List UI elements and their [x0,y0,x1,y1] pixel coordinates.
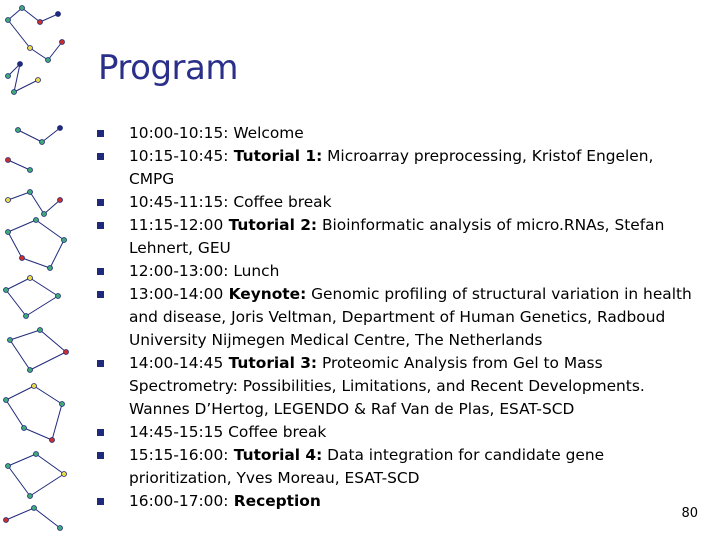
bullet-square-icon [97,452,104,459]
item-text: Proteomic Analysis from Gel to Mass Spectrometry: Possibilities, Limitations, and Recent Developments. Wannes D’Hertog, LEGENDO & Raf Van de Plas, ESAT-SCD [129,354,645,418]
program-list [95,122,695,513]
item-text: Coffee break [223,423,327,441]
item-text: Lunch [228,262,280,280]
item-time: 15:15-16:00: [129,446,229,464]
item-time: 14:45-15:15 [129,423,224,441]
bullet-square-icon [97,199,104,206]
item-time: 10:15-10:45: [129,147,229,165]
item-text: Welcome [228,124,304,142]
item-time: 11:15-12:00 [129,216,224,234]
page-number: 80 [681,506,698,521]
item-label: Tutorial 1: [228,147,323,165]
program-item [95,191,695,214]
item-time: 16:00-17:00: [129,492,229,510]
bullet-square-icon [97,130,104,137]
item-label: Tutorial 2: [223,216,318,234]
program-item [95,260,695,283]
program-item [95,122,695,145]
item-text: Microarray preprocessing, Kristof Engelen, CMPG [129,147,654,188]
bullet-square-icon [97,498,104,505]
item-text: Genomic profiling of structural variation in health and disease, Joris Veltman, Department of Human Genetics, Radboud University Nijmegen Medical Centre, The Netherlands [129,285,692,349]
slide-title: Program [98,48,238,88]
program-item [95,444,695,490]
item-time: 12:00-13:00: [129,262,229,280]
bullet-square-icon [97,268,104,275]
program-item [95,214,695,260]
item-time: 14:00-14:45 [129,354,224,372]
item-label: Reception [228,492,321,510]
item-time: 13:00-14:00 [129,285,224,303]
bullet-square-icon [97,153,104,160]
item-time: 10:00-10:15: [129,124,229,142]
item-label: Tutorial 3: [223,354,318,372]
bullet-square-icon [97,222,104,229]
item-text: Coffee break [228,193,332,211]
bullet-square-icon [97,291,104,298]
item-text: Data integration for candidate gene prioritization, Yves Moreau, ESAT-SCD [129,446,605,487]
item-text: Bioinformatic analysis of micro.RNAs, Stefan Lehnert, GEU [129,216,665,257]
bullet-square-icon [97,360,104,367]
item-label: Keynote: [223,285,307,303]
program-item [95,145,695,191]
bullet-square-icon [97,429,104,436]
program-item [95,283,695,352]
program-item [95,490,695,513]
network-graph-decoration [0,0,80,540]
program-item [95,421,695,444]
program-item [95,352,695,421]
item-label: Tutorial 4: [228,446,323,464]
item-time: 10:45-11:15: [129,193,229,211]
